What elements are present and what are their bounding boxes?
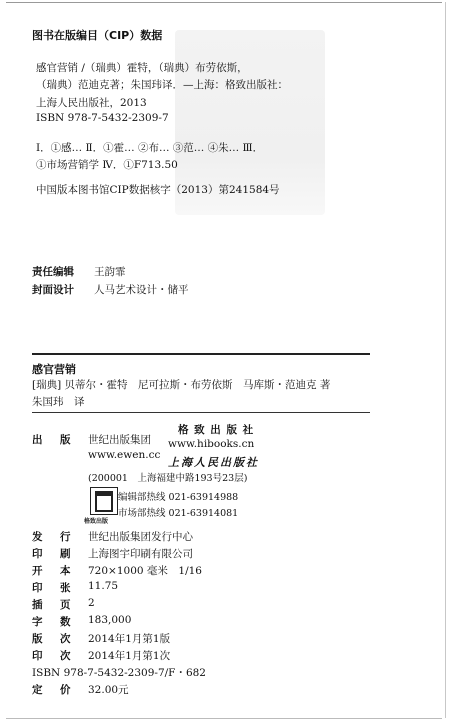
editorial-hotline: 编辑部热线 021-63914988: [118, 492, 239, 503]
cip-classification: ①市场营销学 Ⅳ．①F713.50: [36, 159, 178, 171]
spec-label: 次: [60, 633, 71, 645]
marketing-hotline: 市场部热线 021-63914081: [118, 508, 239, 519]
book-title: 感官营销: [32, 363, 76, 376]
spec-label: 本: [60, 565, 71, 577]
cip-isbn: ISBN 978-7-5432-2309-7: [36, 112, 169, 124]
press-url: www.hibooks.cn: [168, 438, 255, 450]
cip-line: 上海人民出版社，2013: [36, 97, 147, 109]
publisher-label: 版: [60, 434, 71, 446]
press-people-name: 上海人民出版社: [168, 456, 259, 469]
right-edge-rule: [445, 2, 446, 718]
price-value: 32.00元: [88, 684, 129, 696]
editor-value: 王韵霏: [94, 266, 126, 278]
spec-label: 页: [60, 599, 71, 611]
spec-label: 字: [32, 616, 43, 628]
isbn-full: ISBN 978-7-5432-2309-7/F・682: [32, 667, 206, 679]
price-label: 价: [60, 684, 71, 696]
translator-line: 朱国玮 译: [32, 396, 85, 408]
spec-value: 720×1000 毫米 1/16: [88, 565, 202, 577]
spec-value: 2014年1月第1版: [88, 633, 171, 645]
spec-label: 插: [32, 599, 43, 611]
spec-label: 印: [32, 582, 43, 594]
top-rule: [6, 2, 442, 3]
section-rule: [32, 353, 370, 355]
publisher-logo: [90, 487, 118, 515]
spec-label: 张: [60, 582, 71, 594]
publisher-group-url: www.ewen.cc: [88, 449, 161, 461]
spec-value: 11.75: [88, 580, 119, 592]
cip-title: 图书在版编目（CIP）数据: [32, 29, 163, 42]
spec-label: 开: [32, 565, 43, 577]
cip-classification: Ⅰ．①感… Ⅱ．①霍… ②布… ③范… ④朱… Ⅲ．: [36, 142, 264, 154]
spec-label: 版: [32, 633, 43, 645]
cover-design-value: 人马艺术设计・储平: [94, 284, 189, 296]
spec-label: 刷: [60, 548, 71, 560]
price-label: 定: [32, 684, 43, 696]
publisher-logo-caption: 格致出版: [84, 518, 109, 525]
cip-line: （瑞典）范迪克著；朱国玮译．—上海：格致出版社：: [36, 79, 288, 91]
section-rule-thin: [32, 412, 370, 413]
bottom-rule: [6, 718, 442, 719]
cip-line: 感官营销 /（瑞典）霍特，（瑞典）布劳依斯，: [36, 62, 248, 74]
spec-value: 183,000: [88, 614, 132, 626]
spec-label: 次: [60, 650, 71, 662]
spec-label: 发: [32, 531, 43, 543]
spec-label: 印: [32, 548, 43, 560]
spec-value: 上海图宇印刷有限公司: [88, 548, 193, 560]
cip-number: 中国版本图书馆CIP数据核字（2013）第241584号: [36, 184, 280, 196]
authors-line: [瑞典] 贝蒂尔・霍特 尼可拉斯・布劳依斯 马库斯・范迪克 著: [32, 379, 331, 391]
spec-label: 数: [60, 616, 71, 628]
cover-design-label: 封面设计: [32, 284, 74, 296]
spec-label: 印: [32, 650, 43, 662]
spec-value: 2: [88, 597, 95, 609]
editor-label: 责任编辑: [32, 266, 74, 278]
spec-label: 行: [60, 531, 71, 543]
publisher-address: (200001 上海福建中路193号23层): [88, 473, 248, 484]
spec-value: 2014年1月第1次: [88, 650, 171, 662]
publisher-group: 世纪出版集团: [88, 434, 151, 446]
publisher-label: 出: [32, 434, 43, 446]
spec-value: 世纪出版集团发行中心: [88, 531, 193, 543]
press-name: 格 致 出 版 社: [178, 424, 255, 436]
